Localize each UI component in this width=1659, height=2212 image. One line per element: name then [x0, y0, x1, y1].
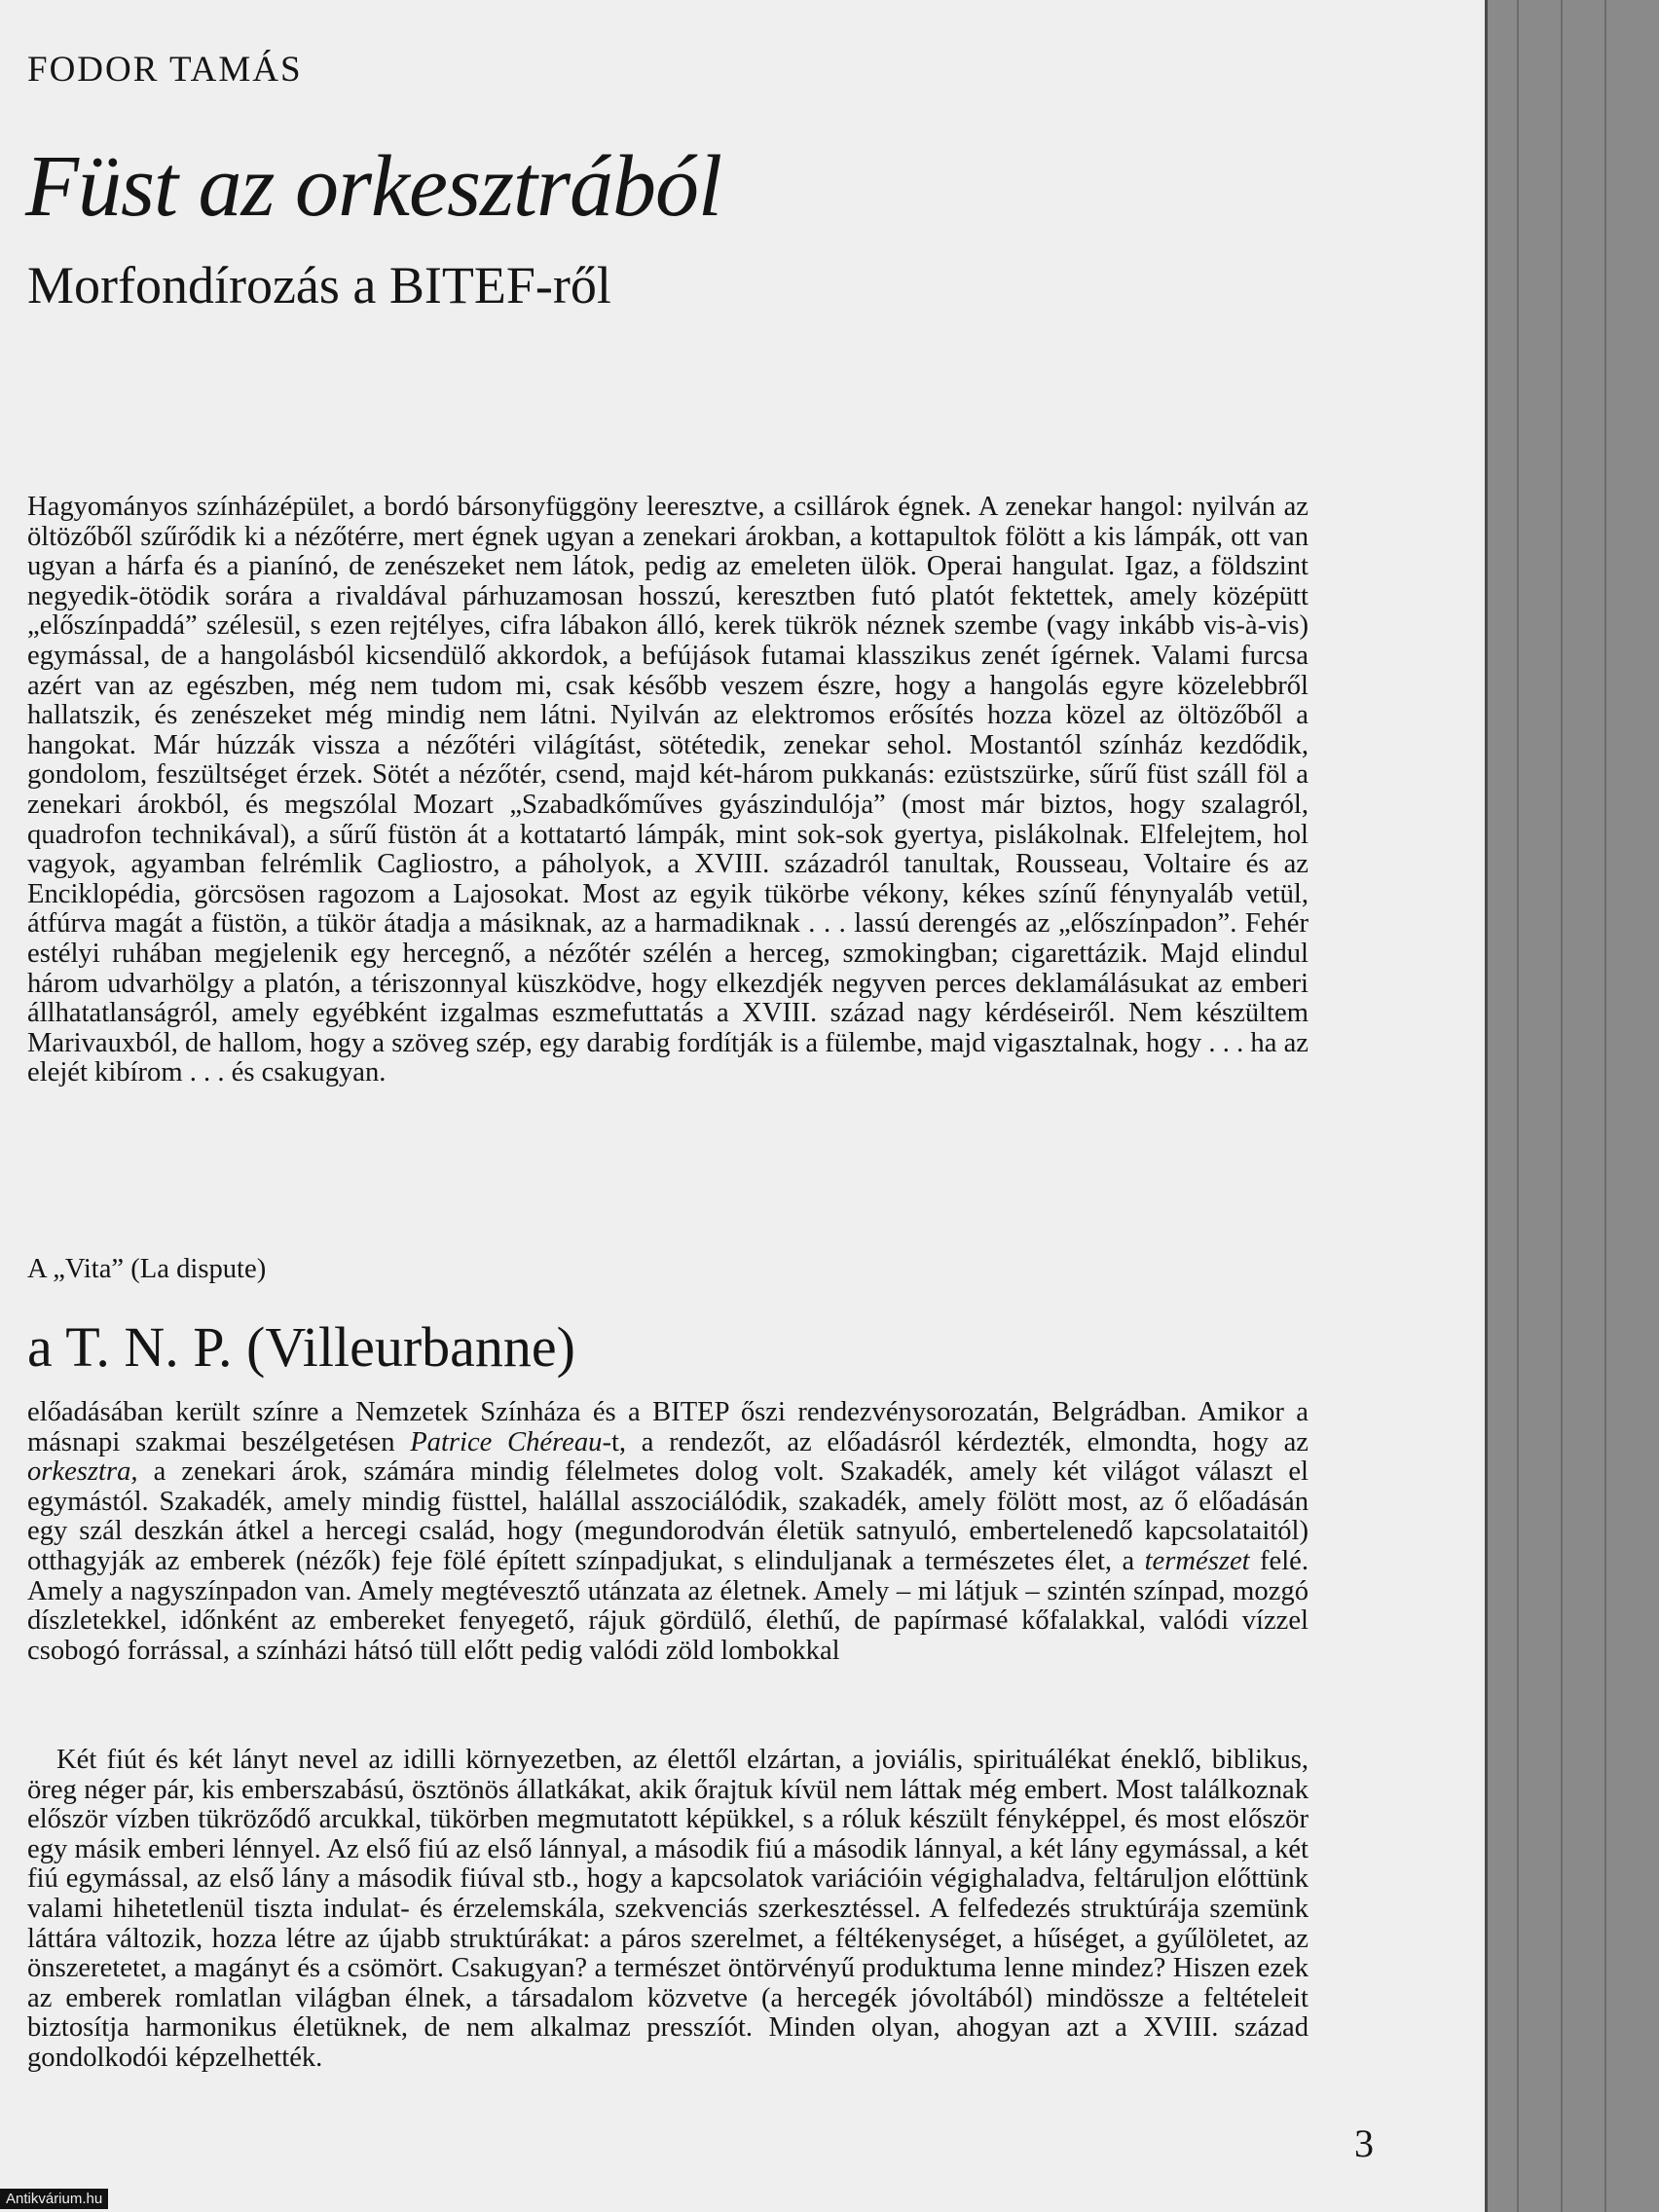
paragraph-3: Két fiút és két lányt nevel az idilli környezetben, az élettől elzártan, a joviális, spirituálékat éneklő, biblikus, öreg néger pár, kis emberszabású, ösztönös állatkákat, akik őrajtuk kívül nem láttak még embert. Most találkoznak először vízben tükröződő arcukkal, tükörben megmutatott képükkel, s a róluk készült fényképpel, és most először egy másik emberi lénnyel. Az első fiú az első lánnyal, a második fiú a második lánnyal, a két lány egymással, a két fiú egymással, az első lány a második fiúval stb., hogy a kapcsolatok variációin végighaladva, feltáruljon előttünk valami hihetetlenül tiszta indulat- és érzelemskála, szekvenciás szerkesztéssel. A felfedezés struktúrája szemünk láttára változik, hozza létre az újabb struktúrákat: a páros szerelmet, a féltékenységet, a hűséget, a gyűlöletet, az önszeretetet, a magányt és a csömört. Csakugyan? a természet öntörvényű produktuma lenne mindez? Hiszen ezek az emberek romlatlan világban élnek, a társadalom közvetve (a hercegék jóvoltából) mindössze a feltételeit biztosítja harmonikus életüknek, de nem alkalmaz presszíót. Minden olyan, ahogyan azt a XVIII. század gondolkodói képzelhették. — [27, 1745, 1309, 2073]
paragraph-2 — [27, 1398, 1309, 1666]
paragraph-2-text-2: -t, a rendezőt, az előadásról kérdezték, elmondta, hogy az — [602, 1426, 1309, 1457]
author-name: FODOR TAMÁS — [27, 50, 303, 90]
paragraph-1: Hagyományos színházépület, a bordó bársonyfüggöny leeresztve, a csillárok égnek. A zenekar hangol: nyilván az öltözőből szűrődik ki a nézőtérre, mert égnek ugyan a zenekari árokban, a kottapultok fölött a kis lámpák, ott van ugyan a hárfa és a pianínó, de zenészeket nem látok, pedig az emeleten ülök. Operai hangulat. Igaz, a földszint negyedik-ötödik sorára a rivaldával párhuzamosan hosszú, keresztben futó platót fektettek, amely középütt „előszínpaddá” szélesül, s ezen rejtélyes, cifra lábakon álló, kerek tükrök néznek szembe (vagy inkább vis-à-vis) egymással, de a hangolásból kicsendülő akkordok, a befújások futamai klasszikus zenét ígérnek. Valami furcsa azért van az egészben, még nem tudom mi, csak később veszem észre, hogy a hangolás egyre közelebbről hallatszik, és zenészeket még mindig nem látni. Nyilván az elektromos erősítés hozza közel az öltözőből a hangokat. Már húzzák vissza a nézőtéri világítást, sötétedik, zenekar sehol. Mostantól színház kezdődik, gondolom, feszültséget érzek. Sötét a nézőtér, csend, majd két-három pukkanás: ezüstszürke, sűrű füst száll föl a zenekari árokból, és megszólal Mozart „Szabadkőműves gyászindulója” (most már biztos, hogy szalagról, quadrofon technikával), a sűrű füstön át a kottatartó lámpák, mint sok-sok gyertya, pislákolnak. Elfelejtem, hol vagyok, agyamban felrémlik Cagliostro, a páholyok, a XVIII. századról tanultak, Rousseau, Voltaire és az Enciklopédia, görcsösen ragozom a Lajosokat. Most az egyik tükörbe vékony, kékes színű fénynyaláb vetül, átfúrva magát a füstön, a tükör átadja a másiknak, az a harmadiknak . . . lassú derengés az „előszínpadon”. Fehér estélyi ruhában megjelenik egy hercegnő, a nézőtér szélén a herceg, szmokingban; cigarettázik. Majd elindul három udvarhölgy a platón, a tériszonnyal küszködve, hogy elkezdjék negyven perces deklamálásukat az emberi állhatatlanságról, amely egyébként izgalmas eszmefuttatás a XVIII. század nagy kérdéseiről. Nem készültem Marivauxból, de hallom, hogy a szöveg szép, egy darabig fordítják is a fülembe, majd vigasztalnak, hogy . . . ha az elejét kibírom . . . és csakugyan. — [27, 492, 1309, 1088]
paragraph-2-text-3: a zenekari árok, számára mindig félelmetes dolog volt. Szakadék, amely két világot választ el egymástól. Szakadék, amely mindig füsttel, halállal asszociálódik, szakadék, amely fölött most, az ő előadásán egy szál deszkán átkel a hercegi család, hogy (megundorodván életük satnyuló, embertelenedő kapcsolataitól) otthagyják az emberek (nézők) feje fölé épített színpadjukat, s elinduljanak a természetes élet, a — [27, 1456, 1309, 1576]
paragraph-2-text-4: felé. Amely a nagyszínpadon van. Amely megtévesztő utánzata az életnek. Amely – mi látjuk – szintén színpad, mozgó díszletekkel, időnként az embereket fenyegető, rájuk gördülő, élethű, de papírmasé kőfalakkal, valódi vízzel csobogó forrással, a színházi hátsó tüll előtt pedig valódi zöld lombokkal — [27, 1545, 1309, 1666]
next-page-edge — [1485, 0, 1659, 2212]
vita-line: A „Vita” (La dispute) — [27, 1254, 267, 1284]
termeszet-term: természet — [1144, 1545, 1250, 1576]
page-number: 3 — [1354, 2121, 1374, 2165]
paragraph-2-text-1: előadásában került színre a Nemzetek Színháza és a BITEP őszi rendezvénysorozatán, Belgrádban. Amikor a másnapi szakmai beszélgetésen — [27, 1397, 1309, 1457]
article-title: Füst az orkesztrából — [25, 138, 722, 235]
orkesztra-term: orkesztra, — [27, 1456, 138, 1488]
director-name: Patrice Chéreau — [410, 1426, 603, 1457]
watermark-logo: Antikvárium.hu — [0, 2189, 108, 2209]
section-heading: a T. N. P. (Villeurbanne) — [27, 1315, 575, 1379]
article-subtitle: Morfondírozás a BITEF-ről — [27, 256, 611, 314]
